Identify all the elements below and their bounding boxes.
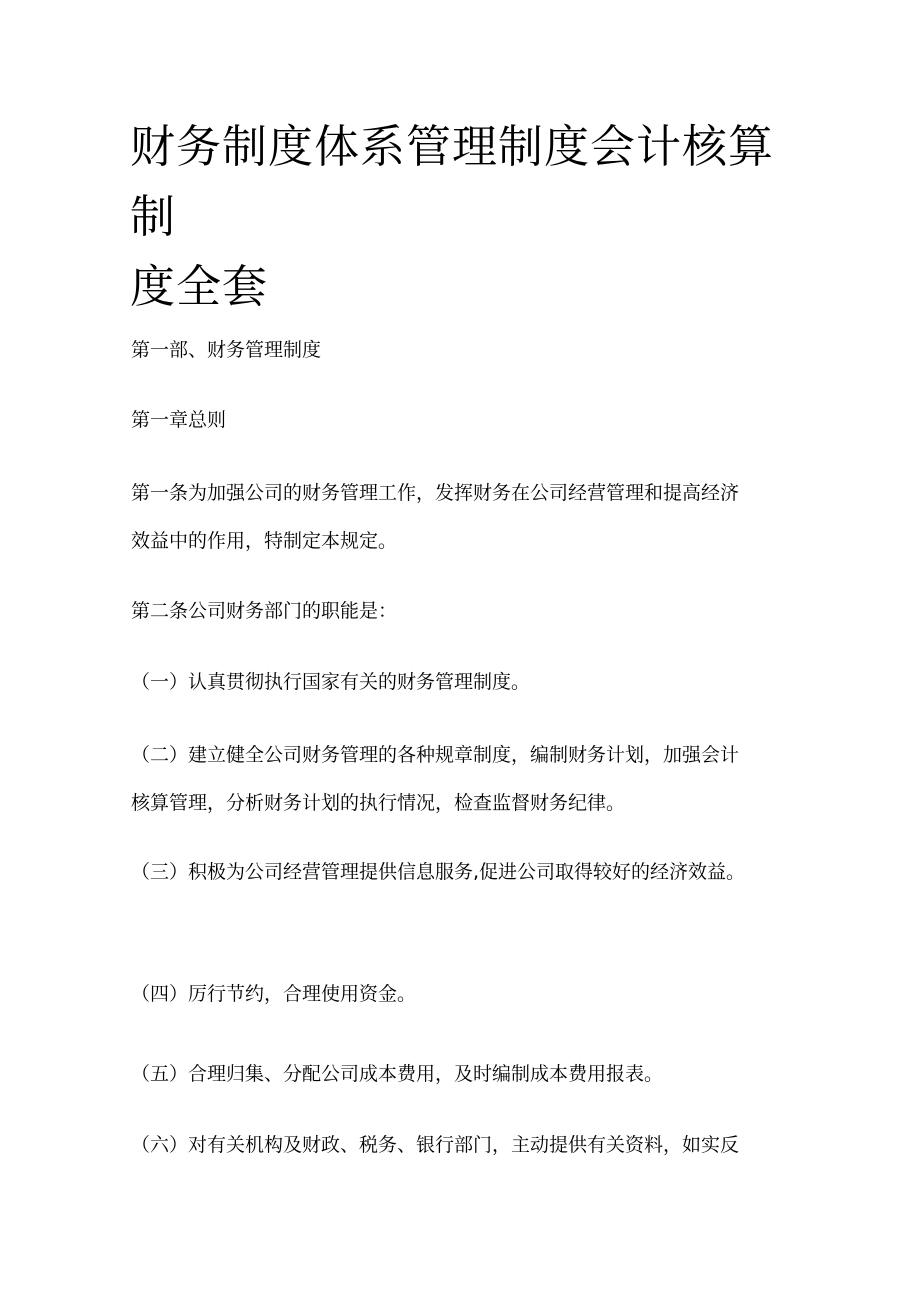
article-2: 第二条公司财务部门的职能是： — [131, 600, 398, 622]
list-item-2 — [131, 743, 781, 815]
title-line-1: 财务制度体系管理制度会计核算制 — [130, 120, 775, 243]
article-1 — [131, 481, 781, 553]
article-1-line-1: 第一条为加强公司的财务管理工作，发挥财务在公司经营管理和提高经济 — [131, 482, 740, 504]
list-item-3: （三）积极为公司经营管理提供信息服务,促进公司取得较好的经济效益。 — [131, 861, 746, 883]
list-item-2-line-1: （二）建立健全公司财务管理的各种规章制度，编制财务计划，加强会计 — [131, 744, 740, 766]
list-item-4: （四）厉行节约，合理使用资金。 — [131, 983, 417, 1005]
document-title — [130, 112, 780, 322]
list-item-1: （一）认真贯彻执行国家有关的财务管理制度。 — [131, 671, 531, 693]
title-line-2: 度全套 — [130, 260, 269, 313]
list-item-2-line-2: 核算管理，分析财务计划的执行情况，检查监督财务纪律。 — [131, 792, 626, 814]
chapter-heading: 第一章总则 — [131, 409, 227, 431]
list-item-5: （五）合理归集、分配公司成本费用，及时编制成本费用报表。 — [131, 1063, 664, 1085]
part-heading: 第一部、财务管理制度 — [131, 339, 322, 361]
list-item-6: （六）对有关机构及财政、税务、银行部门，主动提供有关资料，如实反 — [131, 1134, 740, 1156]
article-1-line-2: 效益中的作用，特制定本规定。 — [131, 530, 398, 552]
